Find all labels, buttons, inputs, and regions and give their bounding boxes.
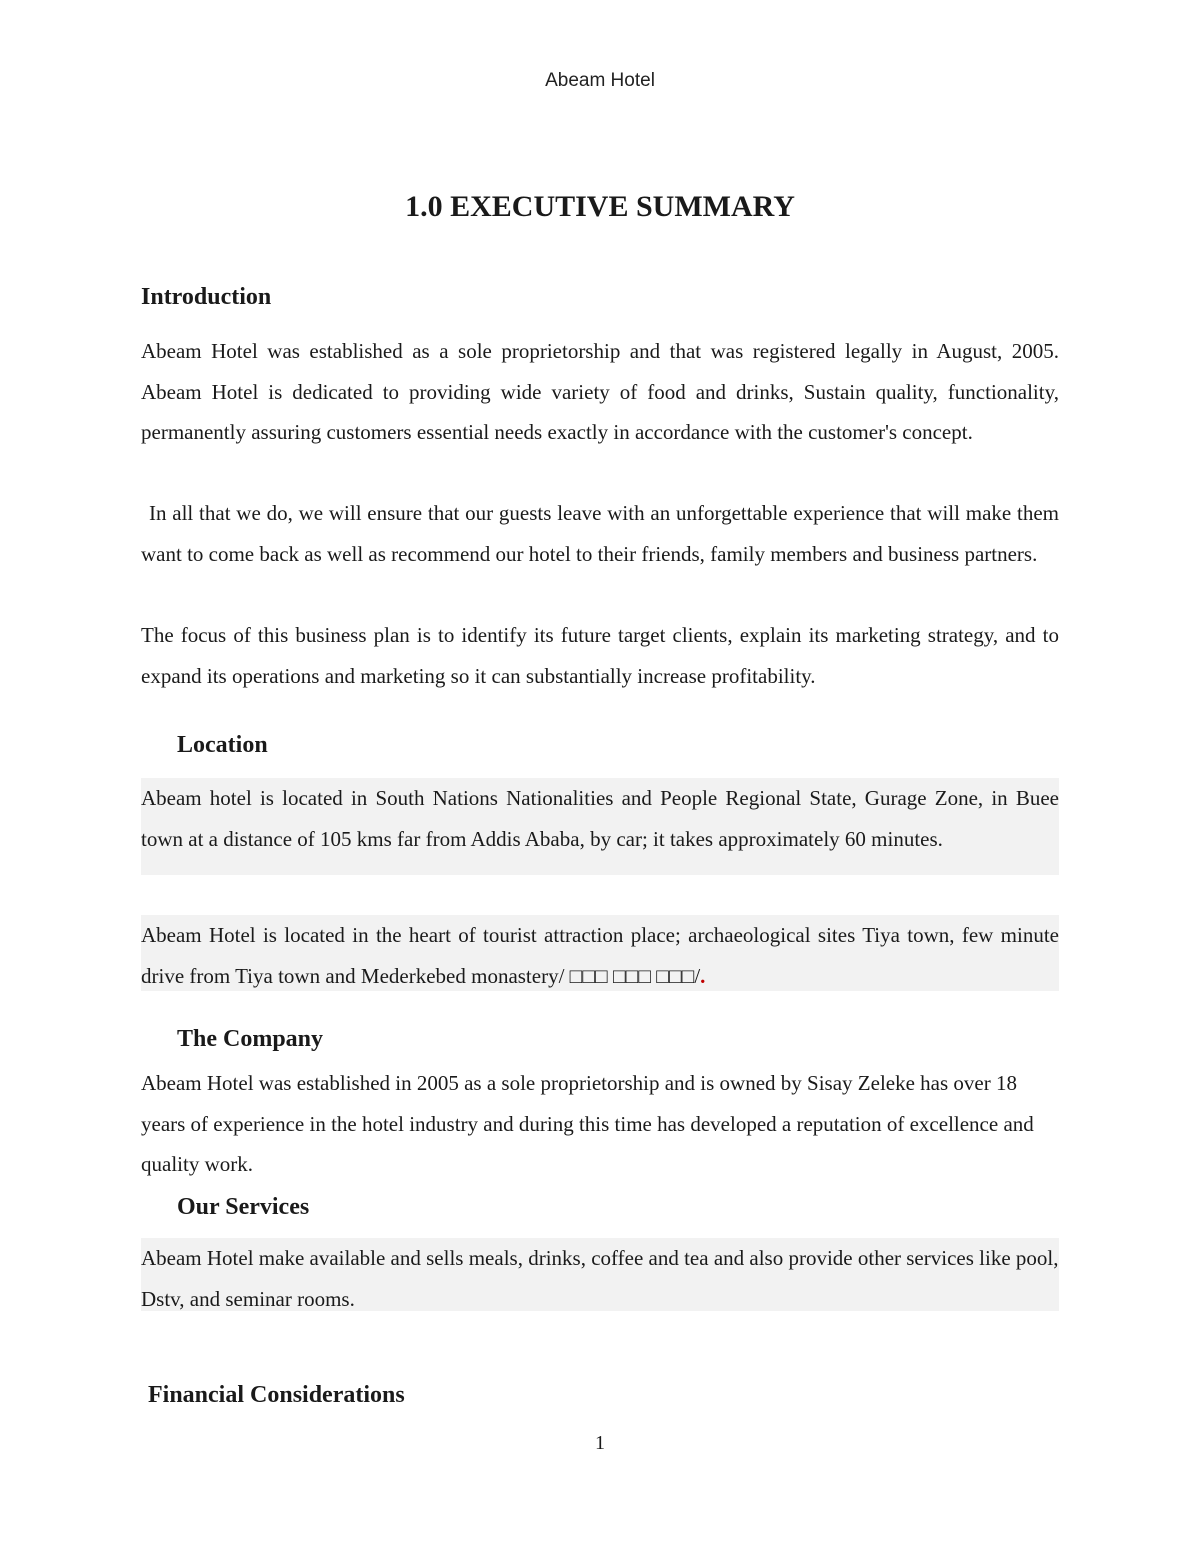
page-number: 1 [595,1432,605,1454]
location-paragraph-2 [141,915,1059,991]
introduction-paragraph-3: The focus of this business plan is to identify its future target clients, explain its marketing strategy, and to expand its operations and marketing so it can substantially increase profitability. [141,623,1059,688]
location-heading: Location [177,732,268,758]
introduction-heading: Introduction [141,284,272,310]
financial-heading: Financial Considerations [148,1382,405,1408]
company-heading: The Company [177,1026,324,1052]
introduction-paragraph-2: In all that we do, we will ensure that our guests leave with an unforgettable experience that will make them want to come back as well as recommend our hotel to their friends, family members and business partners. [141,501,1059,566]
document-title: 1.0 EXECUTIVE SUMMARY [405,190,795,223]
location-paragraph-2-text: Abeam Hotel is located in the heart of tourist attraction place; archaeological sites Tiya town, few minute drive from Tiya town and Mederkebed monastery/ □□□ □□□ □□□/ [141,923,1059,988]
location-paragraph-1: Abeam hotel is located in South Nations Nationalities and People Regional State, Gurage Zone, in Buee town at a distance of 105 kms far from Addis Ababa, by car; it takes approximately 60 minutes. [141,778,1059,875]
services-paragraph: Abeam Hotel make available and sells meals, drinks, coffee and tea and also provide other services like pool, Dstv, and seminar rooms. [141,1238,1059,1311]
introduction-paragraph-1: Abeam Hotel was established as a sole proprietorship and that was registered legally in August, 2005. Abeam Hotel is dedicated to providing wide variety of food and drinks, Sustain quality, functionality, permanently assuring customers essential needs exactly in accordance with the customer's concept. [141,339,1059,444]
services-heading: Our Services [177,1194,310,1220]
page-header: Abeam Hotel [545,70,655,91]
location-paragraph-2-end: . [700,963,706,988]
company-paragraph: Abeam Hotel was established in 2005 as a sole proprietorship and is owned by Sisay Zeleke has over 18 years of experience in the hotel industry and during this time has developed a reputation of excellence and quality work. [141,1071,1034,1176]
